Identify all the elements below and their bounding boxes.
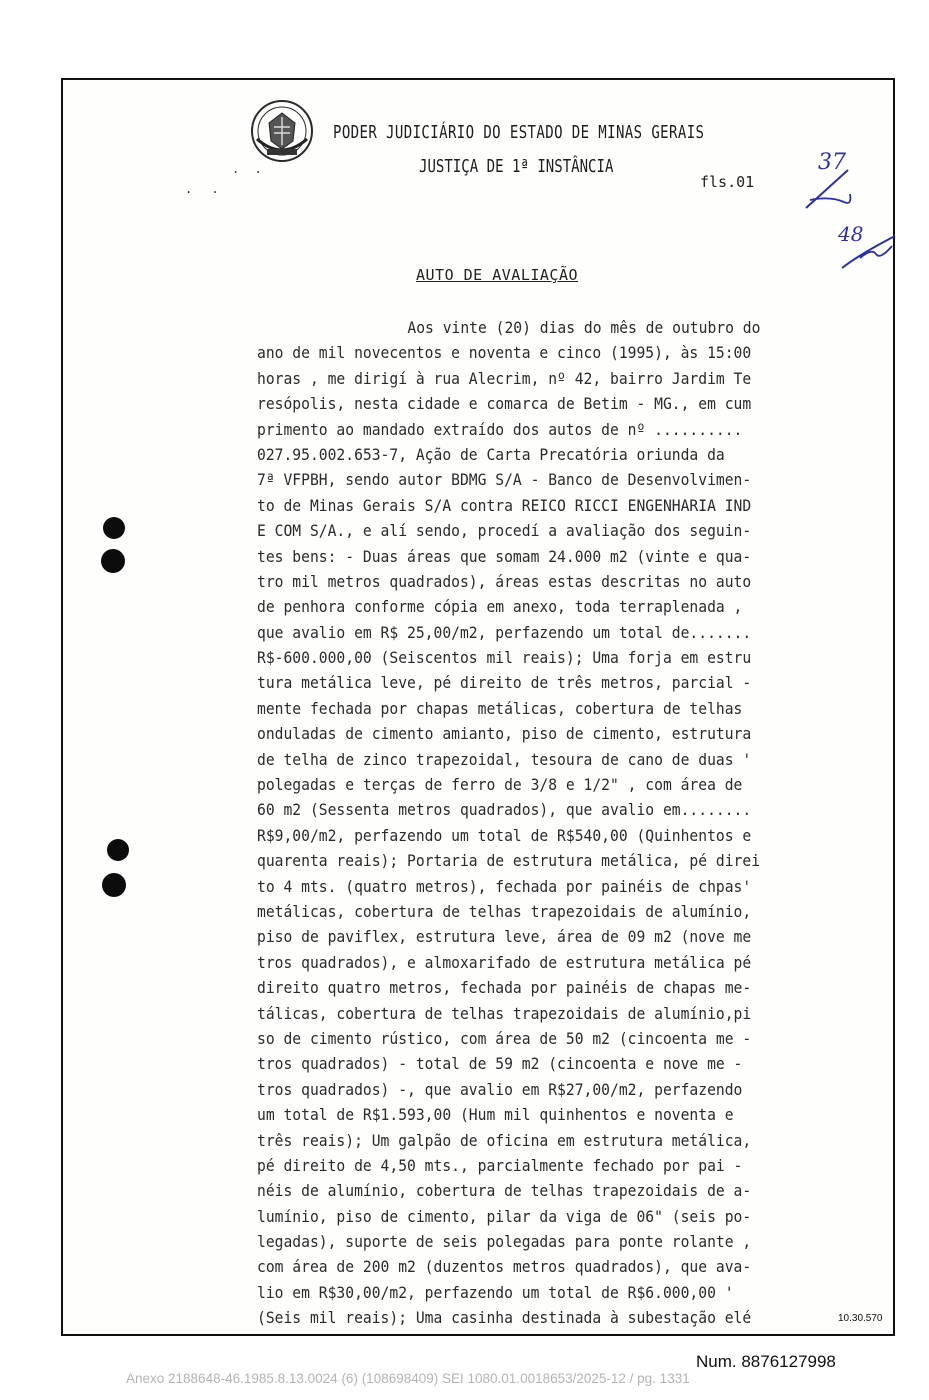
text-line: legadas), suporte de seis polegadas para ponte rolante , <box>257 1233 752 1252</box>
text-line: tro mil metros quadrados), áreas estas descritas no auto <box>257 572 752 591</box>
text-line: to 4 mts. (quatro metros), fechada por painéis de chpas' <box>257 877 752 896</box>
text-line: (Seis mil reais); Uma casinha destinada à subestação elé <box>257 1309 752 1328</box>
document-title: AUTO DE AVALIAÇÃO <box>416 266 579 284</box>
text-line: so de cimento rústico, com área de 50 m2 (cincoenta me - <box>257 1029 752 1048</box>
text-line: direito quatro metros, fechada por painéis de chapas me- <box>257 979 752 998</box>
text-line: que avalio em R$ 25,00/m2, perfazendo um total de....... <box>257 623 752 642</box>
text-line: piso de paviflex, estrutura leve, área de 09 m2 (nove me <box>257 928 752 947</box>
handwritten-page-mark: 37 <box>818 150 846 175</box>
text-line: ano de mil novecentos e noventa e cinco (1995), às 15:00 <box>257 344 752 363</box>
text-line: néis de alumínio, cobertura de telhas trapezoidais de a- <box>257 1182 752 1201</box>
text-line: um total de R$1.593,00 (Hum mil quinhentos e noventa e <box>257 1106 734 1125</box>
scan-speck: . . <box>232 162 266 176</box>
coat-of-arms-seal-icon <box>247 95 317 165</box>
sheet-code: 10.30.570 <box>838 1313 883 1324</box>
text-line: Aos vinte (20) dias do mês de outubro do <box>407 319 761 337</box>
text-line: to de Minas Gerais S/A contra REICO RICCI ENGENHARIA IND <box>257 496 752 515</box>
text-line: tros quadrados) -, que avalio em R$27,00/m2, perfazendo <box>257 1080 743 1099</box>
text-line: tes bens: - Duas áreas que somam 24.000 m2 (vinte e qua- <box>257 547 752 566</box>
text-line: onduladas de cimento amianto, piso de cimento, estrutura <box>257 725 752 744</box>
text-line: 60 m2 (Sessenta metros quadrados), que avalio em........ <box>257 801 752 820</box>
handwritten-initials-icon <box>800 150 900 280</box>
folio-number: fls.01 <box>700 173 755 191</box>
text-line: R$-600.000,00 (Seiscentos mil reais); Uma forja em estru <box>257 649 752 668</box>
text-line: de telha de zinco trapezoidal, tesoura de cano de duas ' <box>257 750 752 769</box>
text-line: com área de 200 m2 (duzentos metros quadrados), que ava- <box>257 1258 752 1277</box>
document-number: Num. 8876127998 <box>696 1352 836 1371</box>
text-line: tros quadrados) - total de 59 m2 (cincoenta e nove me - <box>257 1055 743 1074</box>
page-footer: Anexo 2188648-46.1985.8.13.0024 (6) (108698409) SEI 1080.01.0018653/2025-12 / pg. 1331 <box>126 1371 690 1386</box>
text-line: lumínio, piso de cimento, pilar da viga de 06" (seis po- <box>257 1207 752 1226</box>
text-line: horas , me dirigí à rua Alecrim, nº 42, bairro Jardim Te <box>257 369 752 388</box>
text-line: lio em R$30,00/m2, perfazendo um total de R$6.000,00 ' <box>257 1283 734 1302</box>
text-line: E COM S/A., e alí sendo, procedí a avaliação dos seguin- <box>257 522 752 541</box>
court-title: PODER JUDICIÁRIO DO ESTADO DE MINAS GERAIS <box>333 122 705 143</box>
text-line: mente fechada por chapas metálicas, cobertura de telhas <box>257 699 743 718</box>
text-line: R$9,00/m2, perfazendo um total de R$540,00 (Quinhentos e <box>257 826 752 845</box>
court-subtitle: JUSTIÇA DE 1ª INSTÂNCIA <box>419 156 614 177</box>
text-line: três reais); Um galpão de oficina em estrutura metálica, <box>257 1131 752 1150</box>
scan-speck: . . <box>185 182 225 196</box>
text-line: 027.95.002.653-7, Ação de Carta Precatória oriunda da <box>257 445 725 464</box>
text-line: 7ª VFPBH, sendo autor BDMG S/A - Banco de Desenvolvimen- <box>257 471 752 490</box>
text-line: quarenta reais); Portaria de estrutura metálica, pé direi <box>257 852 761 871</box>
text-line: metálicas, cobertura de telhas trapezoidais de alumínio, <box>257 902 752 921</box>
text-line: resópolis, nesta cidade e comarca de Betim - MG., em cum <box>257 395 752 414</box>
punch-hole <box>107 839 129 861</box>
punch-hole <box>102 873 126 897</box>
text-line: pé direito de 4,50 mts., parcialmente fechado por pai - <box>257 1156 743 1175</box>
text-line: de penhora conforme cópia em anexo, toda terraplenada , <box>257 598 743 617</box>
text-line: primento ao mandado extraído dos autos de nº .......... <box>257 420 743 439</box>
punch-hole <box>103 517 125 539</box>
text-line: tura metálica leve, pé direito de três metros, parcial - <box>257 674 752 693</box>
document-body <box>257 316 817 1332</box>
handwritten-page-mark: 48 <box>838 222 864 246</box>
text-line: polegadas e terças de ferro de 3/8 e 1/2" , com área de <box>257 776 743 795</box>
text-line: tálicas, cobertura de telhas trapezoidais de alumínio,pi <box>257 1004 752 1023</box>
text-line: tros quadrados), e almoxarifado de estrutura metálica pé <box>257 953 752 972</box>
punch-hole <box>101 549 125 573</box>
